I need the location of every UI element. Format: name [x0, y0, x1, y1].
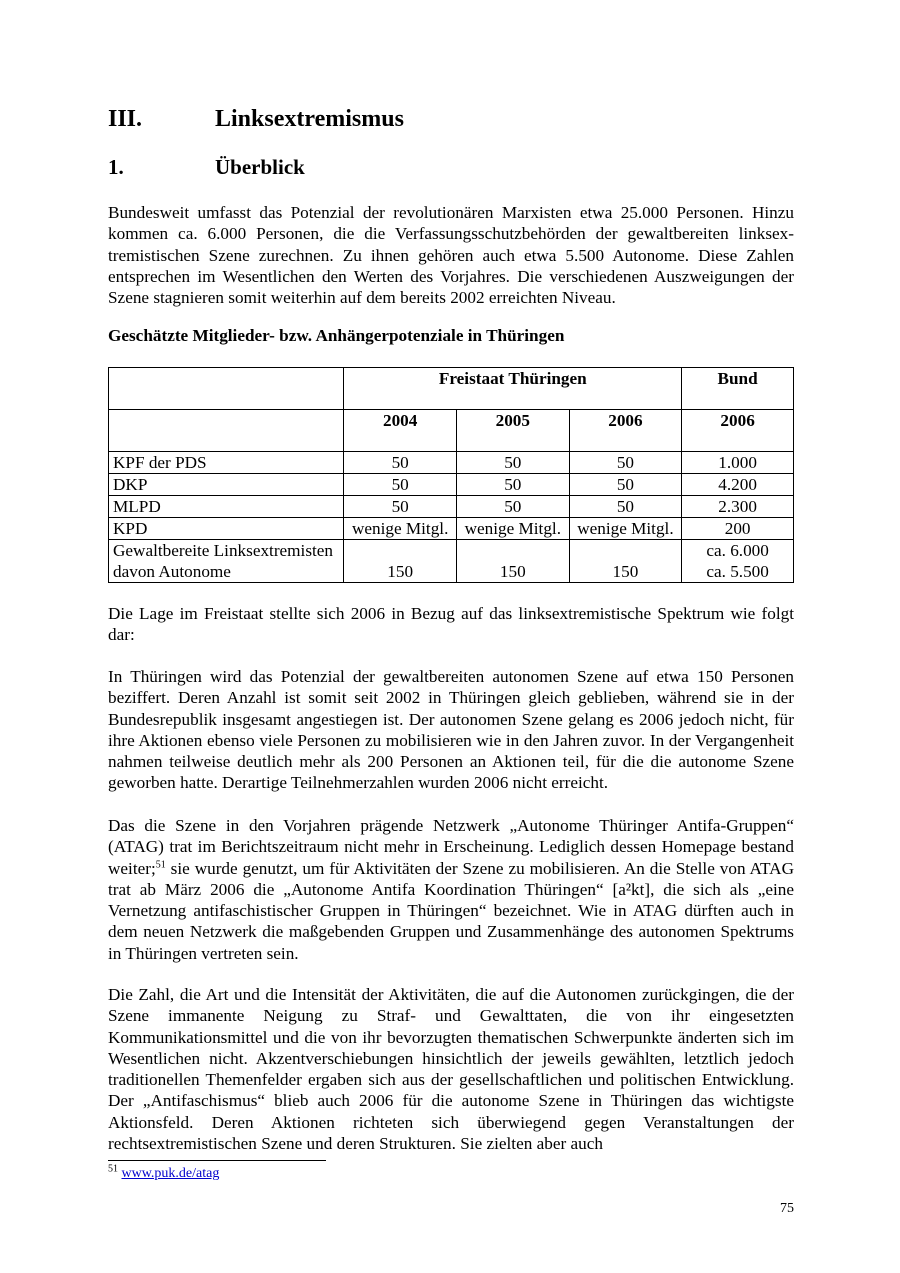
table-row [109, 518, 794, 540]
footnote-reference[interactable]: 51 [155, 858, 166, 870]
activities-paragraph: Die Zahl, die Art und die Intensität der Aktivitäten, die auf die Autonomen zurückgingen, die der Szene immanente Neigung zu Straf- und Gewalttaten, die von ihr eingesetzten Kommunikationsmittel und die von ihr bevorzugten thematischen Schwerpunkte änderten sich im Wesentlichen nicht. Akzentverschiebungen hinsichtlich der jeweils gewählten, letztlich jedoch traditionellen Themenfelder ergaben sich aus der gesellschaftlichen und politischen Entwicklung. Der „Antifaschismus“ blieb auch 2006 für die autonome Szene in Thüringen das wichtigste Aktionsfeld. Deren Aktionen richteten sich überwiegend gegen Veranstaltungen der rechtsextremistischen Szene und deren Strukturen. Sie zielten aber auch [108, 985, 794, 1154]
row-label: MLPD [109, 496, 344, 518]
table-row [109, 540, 794, 583]
table-caption: Geschätzte Mitglieder- bzw. Anhängerpotenziale in Thüringen [108, 326, 565, 345]
footnote-divider [108, 1160, 326, 1161]
year-header: 2004 [344, 410, 457, 452]
cell-value: 200 [682, 518, 794, 540]
membership-table [108, 367, 794, 583]
cell-value: wenige Mitgl. [456, 518, 569, 540]
table-row [109, 452, 794, 474]
cell-value: 50 [456, 496, 569, 518]
cell-value: 50 [569, 474, 682, 496]
chapter-heading [108, 106, 404, 133]
row-label: DKP [109, 474, 344, 496]
cell-value: wenige Mitgl. [569, 518, 682, 540]
cell-value: 2.300 [682, 496, 794, 518]
table-empty-cell [109, 410, 344, 452]
cell-value: 150 [344, 540, 457, 583]
bund-group-header: Bund [682, 368, 794, 410]
cell-value: 50 [344, 452, 457, 474]
network-text-end: sie wurde genutzt, um für Aktivitäten der Szene zu mobilisieren. An die Stelle von ATAG trat ab März 2006 die „Autonome Antifa Koordination Thüringen“ [a²kt], die sich als „eine Vernetzung antifaschistischer Gruppen in Thüringen“ bezeichnet. Wie in ATAG dürften auch in dem neuen Netzwerk die maßgebenden Gruppen und Zusammenhänge des autonomen Spektrums in Thüringen vertreten sein. [108, 858, 794, 963]
year-header: 2006 [569, 410, 682, 452]
year-header: 2005 [456, 410, 569, 452]
row-label-line: davon Autonome [113, 562, 231, 581]
year-header: 2006 [682, 410, 794, 452]
row-label-line: Gewaltbereite Linksextremisten [113, 541, 334, 560]
network-paragraph [108, 815, 794, 964]
row-label: KPD [109, 518, 344, 540]
cell-value: 50 [569, 452, 682, 474]
cell-value: 50 [456, 474, 569, 496]
cell-value: 50 [456, 452, 569, 474]
table-empty-cell [109, 368, 344, 410]
footnote-number: 51 [108, 1163, 118, 1175]
table-row [109, 474, 794, 496]
section-number: 1. [108, 155, 124, 179]
section-title: Überblick [215, 155, 305, 179]
cell-value: 50 [344, 496, 457, 518]
table-year-header-row [109, 410, 794, 452]
cell-value [682, 540, 794, 583]
cell-value: 4.200 [682, 474, 794, 496]
cell-value: wenige Mitgl. [344, 518, 457, 540]
cell-value: 150 [569, 540, 682, 583]
footnote [108, 1163, 220, 1182]
chapter-title: Linksextremismus [215, 106, 404, 132]
row-label: KPF der PDS [109, 452, 344, 474]
page-number: 75 [780, 1201, 794, 1216]
section-heading [108, 155, 305, 180]
cell-value: 150 [456, 540, 569, 583]
thuringia-group-header: Freistaat Thüringen [344, 368, 682, 410]
table-row [109, 496, 794, 518]
cell-value: 50 [569, 496, 682, 518]
cell-value-line: ca. 6.000 [706, 541, 769, 560]
situation-paragraph: Die Lage im Freistaat stellte sich 2006 in Bezug auf das linksextremistische Spektrum wie folgt dar: [108, 604, 794, 645]
chapter-number: III. [108, 106, 143, 132]
cell-value-line: ca. 5.500 [706, 562, 769, 581]
intro-paragraph: Bundesweit umfasst das Potenzial der revolutionären Marxisten etwa 25.000 Personen. Hinzu kommen ca. 6.000 Personen, die die Verfassungsschutzbehörden der gewaltbereiten linksextremistischen Szene zurechnen. Zu ihnen gehören auch etwa 5.500 Autonome. Diese Zahlen entsprechen im Wesentlichen den Werten des Vorjahres. Die verschiedenen Auszweigungen der Szene stagnieren somit weiterhin auf dem bereits 2002 erreichten Niveau. [108, 203, 794, 308]
row-label [109, 540, 344, 583]
cell-value: 50 [344, 474, 457, 496]
table-group-header-row [109, 368, 794, 410]
autonomous-scene-paragraph: In Thüringen wird das Potenzial der gewaltbereiten autonomen Szene auf etwa 150 Personen beziffert. Deren Anzahl ist somit seit 2002 in Thüringen gleich geblieben, während sie in der Bundesrepublik insgesamt angestiegen ist. Der autonomen Szene gelang es 2006 jedoch nicht, für ihre Aktionen ebenso viele Personen zu mobilisieren wie in den Jahren zuvor. In der Vergangenheit nahmen teilweise deutlich mehr als 200 Personen an Aktionen teil, für die die autonome Szene geworben hatte. Derartige Teilnehmerzahlen wurden 2006 nicht erreicht. [108, 667, 794, 793]
network-text-start: Das die Szene in den Vorjahren prägende Netzwerk „Autonome Thüringer Antifa-Gruppen“ (ATAG) trat im Berichtszeitraum nicht mehr in Erscheinung. Lediglich dessen Homepage bestand weiter; [108, 816, 794, 878]
cell-value: 1.000 [682, 452, 794, 474]
footnote-link[interactable]: www.puk.de/atag [121, 1166, 220, 1181]
